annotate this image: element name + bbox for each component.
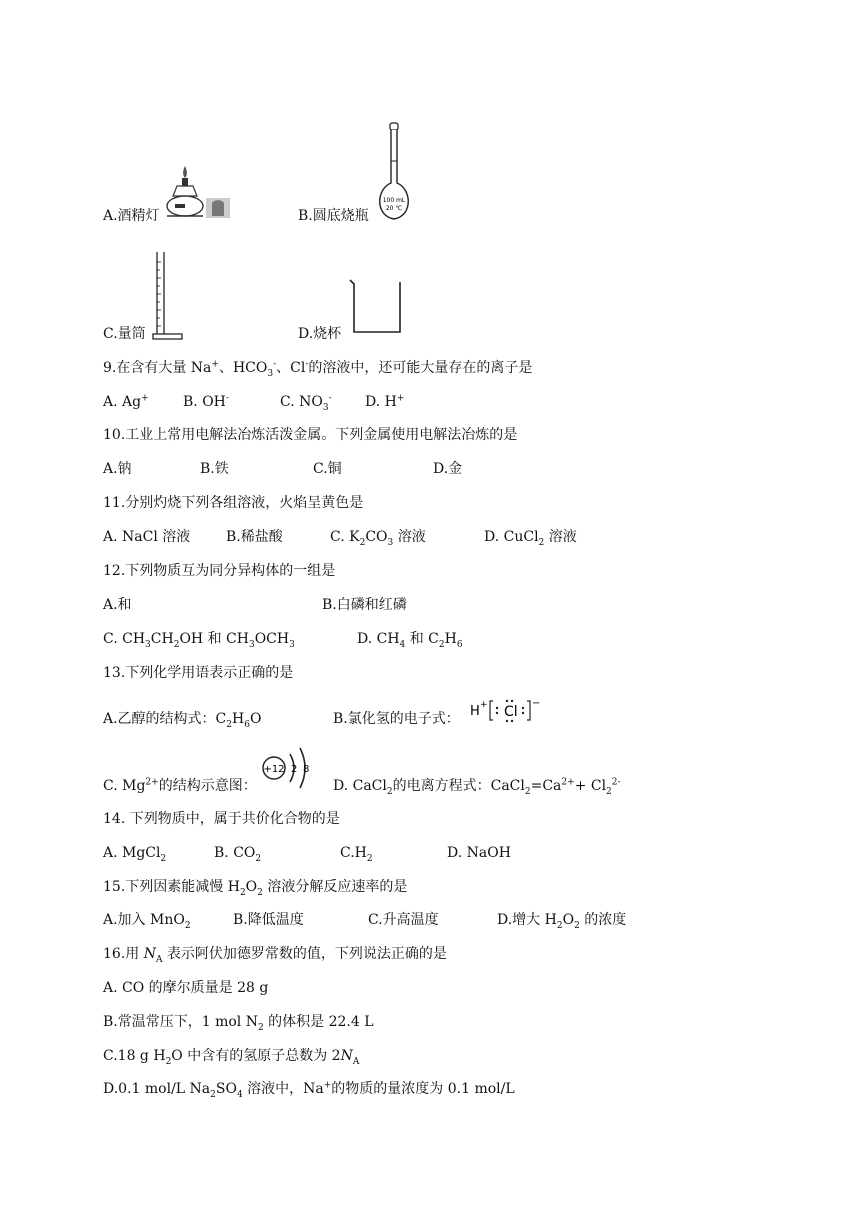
electron-formula-charge: − xyxy=(532,698,541,709)
question-16-stem: 16.用 $N_A$ 表示阿伏加德罗常数的值，下列说法正确的是 xyxy=(103,946,447,965)
option-10d: D.金 xyxy=(433,461,463,477)
hcl-electron-formula-image xyxy=(468,696,544,726)
option-12c: C. $CH_3CH_2OH$ 和 $CH_3OCH_3$ xyxy=(103,631,295,650)
option-15a: A.加入 MnO$_2$ xyxy=(103,912,191,931)
volumetric-flask-image xyxy=(372,121,420,225)
option-11c: C. $K_2CO_3$ 溶液 xyxy=(330,529,426,548)
option-8b xyxy=(298,207,369,225)
option-14a: A. MgCl$_2$ xyxy=(103,845,167,864)
mg-ion-structure-image xyxy=(258,744,320,796)
option-14d: D. NaOH xyxy=(447,845,511,861)
option-12d: D. $CH_4$ 和 $C_2H_6$ xyxy=(357,631,463,650)
option-16b: B.常温常压下，1 mol $N_2$ 的体积是 22.4 L xyxy=(103,1014,374,1033)
option-8b-text: B.圆底烧瓶 xyxy=(298,208,369,224)
option-9c: C. $NO_3^-$ xyxy=(280,393,332,413)
option-11b: B.稀盐酸 xyxy=(226,529,283,545)
option-8c-text: C.量筒 xyxy=(103,326,146,342)
option-16d: D.0.1 mol/L $Na_2SO_4$ 溶液中，Na+的物质的量浓度为 0.1 mol/L xyxy=(103,1080,515,1100)
option-8d xyxy=(298,325,341,343)
question-15-stem: 15.下列因素能减慢 $H_2O_2$ 溶液分解反应速率的是 xyxy=(103,879,408,898)
option-14b: B. $CO_2$ xyxy=(214,845,262,864)
electron-formula-h-charge: + xyxy=(480,700,488,710)
option-15c: C.升高温度 xyxy=(368,912,439,928)
option-11a: A. NaCl 溶液 xyxy=(103,529,191,545)
option-16c: C.18 g $H_2O$ 中含有的氢原子总数为 $2N_A$ xyxy=(103,1048,360,1067)
option-9b: B. OH- xyxy=(183,393,229,410)
option-11d: D. CuCl$_2$ 溶液 xyxy=(484,529,577,548)
question-13-stem: 13.下列化学用语表示正确的是 xyxy=(103,665,294,681)
option-12b: B.白磷和红磷 xyxy=(322,597,407,613)
mg-nucleus-charge: +12 xyxy=(263,764,285,775)
option-13c: C. $Mg^{2+}$的结构示意图： xyxy=(103,777,257,794)
option-8a-text: A.酒精灯 xyxy=(103,208,160,224)
mg-shell-1: 2 xyxy=(291,764,298,775)
graduated-cylinder-image xyxy=(150,250,186,342)
option-13b: B.氯化氢的电子式： xyxy=(333,711,460,727)
flask-label-volume: 100 mL xyxy=(382,197,406,204)
electron-formula-h: H xyxy=(470,704,480,719)
option-13a: A.乙醇的结构式：$C_2H_6O$ xyxy=(103,711,262,730)
option-13d: D. CaCl$_2$的电离方程式：$CaCl_2=Ca^{2+}+ Cl_2^{2-}$ xyxy=(333,777,621,797)
option-8d-text: D.烧杯 xyxy=(298,326,342,342)
option-15b: B.降低温度 xyxy=(233,912,304,928)
option-10a: A.钠 xyxy=(103,461,132,477)
option-10c: C.铜 xyxy=(313,461,342,477)
option-8a xyxy=(103,207,160,225)
mg-shell-2: 8 xyxy=(303,764,310,775)
question-9-stem: 9.在含有大量 Na+、$HCO_3^-$、Cl-的溶液中，还可能大量存在的离子是 xyxy=(103,359,533,379)
question-11-stem: 11.分别灼烧下列各组溶液，火焰呈黄色是 xyxy=(103,495,364,511)
option-14c: $C.H_2$ xyxy=(340,845,373,864)
option-16a: A. CO 的摩尔质量是 28 g xyxy=(103,980,269,996)
option-12a: A.和 xyxy=(103,597,132,613)
question-14-stem: 14. 下列物质中，属于共价化合物的是 xyxy=(103,811,340,827)
option-15d: D.增大 $H_2O_2$ 的浓度 xyxy=(497,912,627,931)
option-9a: A. Ag+ xyxy=(103,393,149,410)
beaker-image xyxy=(346,276,404,338)
flask-label-temperature: 20 ℃ xyxy=(385,205,403,212)
alcohol-lamp-image xyxy=(165,160,235,222)
option-8c xyxy=(103,325,146,343)
question-12-stem: 12.下列物质互为同分异构体的一组是 xyxy=(103,563,336,579)
question-10-stem: 10.工业上常用电解法冶炼活泼金属。下列金属使用电解法冶炼的是 xyxy=(103,427,518,443)
electron-formula-cl: Cl xyxy=(504,704,518,720)
option-10b: B.铁 xyxy=(200,461,229,477)
option-9d: D. H+ xyxy=(365,393,405,410)
